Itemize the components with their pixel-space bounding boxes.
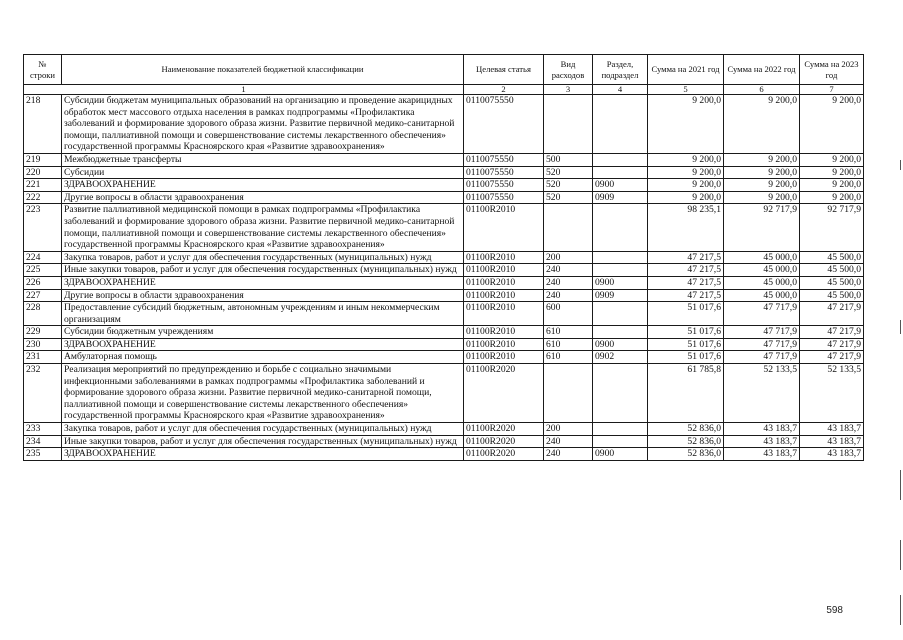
- budget-document: [23, 54, 863, 461]
- sum-2022: 43 183,7: [724, 448, 800, 461]
- expense-type: 240: [544, 435, 593, 448]
- sum-2021: 98 235,1: [648, 204, 724, 251]
- row-number: 231: [24, 351, 62, 364]
- section-code: [593, 153, 648, 166]
- section-code: 0909: [593, 289, 648, 302]
- table-row: [24, 326, 864, 339]
- row-number: 218: [24, 95, 62, 154]
- sum-2022: 45 000,0: [724, 276, 800, 289]
- scan-edge-mark: [900, 160, 901, 170]
- sum-2023: 47 217,9: [800, 326, 864, 339]
- target-article: 01100R2010: [464, 302, 544, 326]
- expense-type: 240: [544, 289, 593, 302]
- indicator-name: Другие вопросы в области здравоохранения: [62, 191, 464, 204]
- section-code: [593, 326, 648, 339]
- table-row: [24, 423, 864, 436]
- section-code: [593, 364, 648, 423]
- sum-2021: 47 217,5: [648, 276, 724, 289]
- row-number: 220: [24, 166, 62, 179]
- table-row: [24, 448, 864, 461]
- row-number: 232: [24, 364, 62, 423]
- indicator-name: Закупка товаров, работ и услуг для обеспечения государственных (муниципальных) нужд: [62, 423, 464, 436]
- target-article: 0110075550: [464, 191, 544, 204]
- indicator-name: Межбюджетные трансферты: [62, 153, 464, 166]
- table-row: [24, 191, 864, 204]
- indicator-name: Иные закупки товаров, работ и услуг для обеспечения государственных (муниципальных) нужд: [62, 435, 464, 448]
- sum-2023: 9 200,0: [800, 166, 864, 179]
- row-number: 230: [24, 338, 62, 351]
- expense-type: 520: [544, 166, 593, 179]
- target-article: 0110075550: [464, 153, 544, 166]
- sum-2021: 51 017,6: [648, 338, 724, 351]
- row-number: 222: [24, 191, 62, 204]
- sum-2022: 45 000,0: [724, 251, 800, 264]
- sum-2021: 9 200,0: [648, 191, 724, 204]
- column-number: 3: [544, 85, 593, 95]
- expense-type: 240: [544, 276, 593, 289]
- indicator-name: Субсидии бюджетам муниципальных образований на организацию и проведение акарицидных обработок мест массового отдыха населения в рамках подпрограммы «Профилактика заболеваний и формирование здорового образа жизни. Развитие первичной медико-санитарной помощи, паллиативной помощи и совершенствование системы лекарственного обеспечения» государственной программы Красноярского края «Развитие здравоохранения»: [62, 95, 464, 154]
- sum-2021: 52 836,0: [648, 423, 724, 436]
- indicator-name: ЗДРАВООХРАНЕНИЕ: [62, 448, 464, 461]
- table-row: [24, 276, 864, 289]
- target-article: 01100R2020: [464, 448, 544, 461]
- scan-edge-mark: [900, 595, 901, 625]
- table-row: [24, 302, 864, 326]
- sum-2023: 45 500,0: [800, 264, 864, 277]
- expense-type: 200: [544, 423, 593, 436]
- section-code: [593, 302, 648, 326]
- row-number: 229: [24, 326, 62, 339]
- table-row: [24, 153, 864, 166]
- row-number: 219: [24, 153, 62, 166]
- target-article: 01100R2010: [464, 276, 544, 289]
- sum-2021: 47 217,5: [648, 289, 724, 302]
- sum-2022: 43 183,7: [724, 423, 800, 436]
- sum-2021: 47 217,5: [648, 264, 724, 277]
- target-article: 0110075550: [464, 166, 544, 179]
- target-article: 01100R2010: [464, 251, 544, 264]
- sum-2023: 47 217,9: [800, 338, 864, 351]
- table-row: [24, 166, 864, 179]
- row-number: 235: [24, 448, 62, 461]
- table-row: [24, 264, 864, 277]
- header-expense-type: Вид расходов: [544, 55, 593, 85]
- header-sum-2023: Сумма на 2023 год: [800, 55, 864, 85]
- sum-2021: 9 200,0: [648, 153, 724, 166]
- section-code: [593, 423, 648, 436]
- row-number: 224: [24, 251, 62, 264]
- sum-2022: 43 183,7: [724, 435, 800, 448]
- indicator-name: Субсидии: [62, 166, 464, 179]
- indicator-name: Иные закупки товаров, работ и услуг для обеспечения государственных (муниципальных) нужд: [62, 264, 464, 277]
- sum-2023: 45 500,0: [800, 251, 864, 264]
- table-row: [24, 289, 864, 302]
- section-code: [593, 95, 648, 154]
- sum-2022: 9 200,0: [724, 95, 800, 154]
- sum-2022: 52 133,5: [724, 364, 800, 423]
- column-number: 7: [800, 85, 864, 95]
- expense-type: 240: [544, 264, 593, 277]
- section-code: 0900: [593, 448, 648, 461]
- sum-2023: 43 183,7: [800, 448, 864, 461]
- expense-type: 200: [544, 251, 593, 264]
- target-article: 01100R2010: [464, 338, 544, 351]
- target-article: 01100R2020: [464, 364, 544, 423]
- table-row: [24, 95, 864, 154]
- header-row-number: № строки: [24, 55, 62, 85]
- expense-type: 610: [544, 326, 593, 339]
- sum-2023: 43 183,7: [800, 423, 864, 436]
- scan-edge-mark: [900, 540, 901, 570]
- expense-type: [544, 95, 593, 154]
- table-row: [24, 364, 864, 423]
- sum-2023: 52 133,5: [800, 364, 864, 423]
- sum-2021: 9 200,0: [648, 95, 724, 154]
- section-code: [593, 166, 648, 179]
- sum-2023: 43 183,7: [800, 435, 864, 448]
- indicator-name: Развитие паллиативной медицинской помощи в рамках подпрограммы «Профилактика заболеваний и формирование здорового образа жизни. Развитие первичной медико-санитарной помощи, паллиативной помощи и совершенствование системы лекарственного обеспечения» государственной программы Красноярского края «Развитие здравоохранения»: [62, 204, 464, 251]
- sum-2023: 9 200,0: [800, 153, 864, 166]
- sum-2022: 45 000,0: [724, 264, 800, 277]
- header-target-article: Целевая статья: [464, 55, 544, 85]
- indicator-name: ЗДРАВООХРАНЕНИЕ: [62, 338, 464, 351]
- column-number: 5: [648, 85, 724, 95]
- budget-table: [23, 54, 864, 461]
- row-number: 227: [24, 289, 62, 302]
- target-article: 01100R2010: [464, 204, 544, 251]
- row-number: 234: [24, 435, 62, 448]
- expense-type: 610: [544, 351, 593, 364]
- expense-type: 500: [544, 153, 593, 166]
- section-code: 0900: [593, 338, 648, 351]
- sum-2021: 52 836,0: [648, 448, 724, 461]
- indicator-name: Другие вопросы в области здравоохранения: [62, 289, 464, 302]
- target-article: 01100R2020: [464, 435, 544, 448]
- header-row: [24, 55, 864, 85]
- sum-2021: 61 785,8: [648, 364, 724, 423]
- target-article: 01100R2020: [464, 423, 544, 436]
- row-number: 228: [24, 302, 62, 326]
- sum-2022: 47 717,9: [724, 326, 800, 339]
- section-code: 0909: [593, 191, 648, 204]
- expense-type: [544, 364, 593, 423]
- scan-edge-mark: [900, 320, 901, 334]
- target-article: 01100R2010: [464, 264, 544, 277]
- sum-2023: 45 500,0: [800, 289, 864, 302]
- table-row: [24, 338, 864, 351]
- column-number: 6: [724, 85, 800, 95]
- table-row: [24, 435, 864, 448]
- target-article: 0110075550: [464, 179, 544, 192]
- indicator-name: Амбулаторная помощь: [62, 351, 464, 364]
- section-code: [593, 264, 648, 277]
- sum-2021: 51 017,6: [648, 351, 724, 364]
- column-number: 1: [24, 85, 464, 95]
- indicator-name: ЗДРАВООХРАНЕНИЕ: [62, 276, 464, 289]
- indicator-name: Закупка товаров, работ и услуг для обеспечения государственных (муниципальных) нужд: [62, 251, 464, 264]
- sum-2022: 92 717,9: [724, 204, 800, 251]
- sum-2021: 51 017,6: [648, 302, 724, 326]
- section-code: [593, 204, 648, 251]
- sum-2021: 47 217,5: [648, 251, 724, 264]
- sum-2021: 9 200,0: [648, 179, 724, 192]
- header-section: Раздел, подраздел: [593, 55, 648, 85]
- sum-2023: 9 200,0: [800, 179, 864, 192]
- target-article: 0110075550: [464, 95, 544, 154]
- sum-2023: 92 717,9: [800, 204, 864, 251]
- expense-type: 600: [544, 302, 593, 326]
- column-number: 4: [593, 85, 648, 95]
- column-number-row: [24, 85, 864, 95]
- sum-2023: 47 217,9: [800, 351, 864, 364]
- expense-type: 520: [544, 191, 593, 204]
- page-number: 598: [826, 605, 843, 616]
- sum-2022: 9 200,0: [724, 166, 800, 179]
- column-number: 2: [464, 85, 544, 95]
- sum-2021: 51 017,6: [648, 326, 724, 339]
- row-number: 226: [24, 276, 62, 289]
- row-number: 233: [24, 423, 62, 436]
- expense-type: 520: [544, 179, 593, 192]
- indicator-name: ЗДРАВООХРАНЕНИЕ: [62, 179, 464, 192]
- header-sum-2022: Сумма на 2022 год: [724, 55, 800, 85]
- sum-2022: 47 717,9: [724, 351, 800, 364]
- sum-2022: 9 200,0: [724, 179, 800, 192]
- row-number: 225: [24, 264, 62, 277]
- scan-edge-mark: [900, 470, 901, 500]
- table-row: [24, 204, 864, 251]
- table-row: [24, 251, 864, 264]
- table-row: [24, 179, 864, 192]
- row-number: 221: [24, 179, 62, 192]
- sum-2023: 9 200,0: [800, 95, 864, 154]
- section-code: [593, 251, 648, 264]
- sum-2021: 9 200,0: [648, 166, 724, 179]
- indicator-name: Субсидии бюджетным учреждениям: [62, 326, 464, 339]
- target-article: 01100R2010: [464, 289, 544, 302]
- expense-type: 240: [544, 448, 593, 461]
- target-article: 01100R2010: [464, 326, 544, 339]
- sum-2023: 9 200,0: [800, 191, 864, 204]
- sum-2022: 9 200,0: [724, 191, 800, 204]
- indicator-name: Реализация мероприятий по предупреждению и борьбе с социально значимыми инфекционными заболеваниями в рамках подпрограммы «Профилактика заболеваний и формирование здорового образа жизни. Развитие первичной медико-санитарной помощи, паллиативной помощи и совершенствование системы лекарственного обеспечения» государственной программы Красноярского края «Развитие здравоохранения»: [62, 364, 464, 423]
- table-row: [24, 351, 864, 364]
- section-code: 0900: [593, 276, 648, 289]
- row-number: 223: [24, 204, 62, 251]
- section-code: 0902: [593, 351, 648, 364]
- sum-2023: 45 500,0: [800, 276, 864, 289]
- expense-type: 610: [544, 338, 593, 351]
- expense-type: [544, 204, 593, 251]
- section-code: 0900: [593, 179, 648, 192]
- sum-2023: 47 217,9: [800, 302, 864, 326]
- section-code: [593, 435, 648, 448]
- header-sum-2021: Сумма на 2021 год: [648, 55, 724, 85]
- sum-2022: 9 200,0: [724, 153, 800, 166]
- header-indicator-name: Наименование показателей бюджетной классификации: [62, 55, 464, 85]
- target-article: 01100R2010: [464, 351, 544, 364]
- sum-2022: 47 717,9: [724, 338, 800, 351]
- sum-2021: 52 836,0: [648, 435, 724, 448]
- indicator-name: Предоставление субсидий бюджетным, автономным учреждениям и иным некоммерческим организациям: [62, 302, 464, 326]
- sum-2022: 45 000,0: [724, 289, 800, 302]
- sum-2022: 47 717,9: [724, 302, 800, 326]
